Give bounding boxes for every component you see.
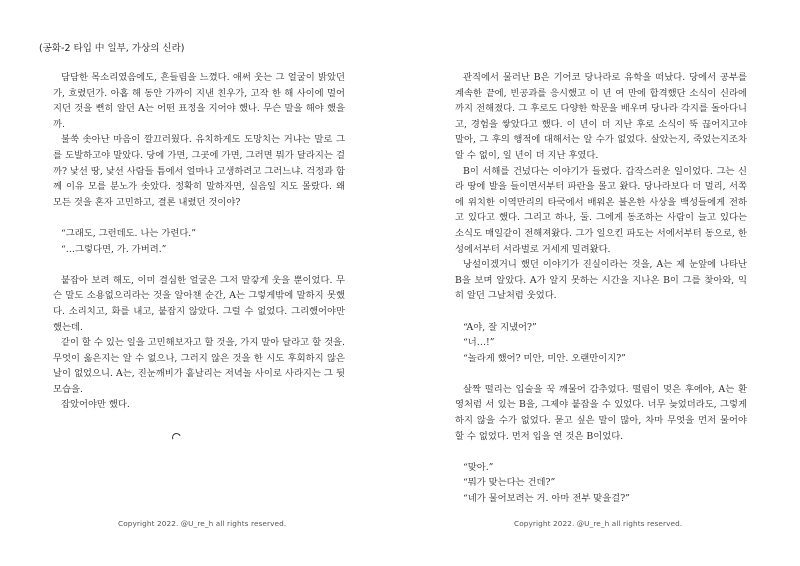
paragraph-gap: [53, 257, 345, 273]
right-page: [455, 70, 747, 507]
document-header: (공화-2 타입 中 일부, 가상의 신라): [39, 43, 185, 54]
dialogue-line: “놀라게 했어? 미안, 미안. 오랜만이지?”: [463, 352, 626, 364]
dialogue-line: “맞아.”: [463, 461, 494, 473]
dialogue-line: “A야, 잘 지냈어?”: [463, 321, 537, 333]
left-page: [53, 70, 345, 413]
paragraph-gap: [455, 366, 747, 382]
right-page-footer: Copyright 2022. @U_re_h all rights reserved.: [514, 519, 683, 528]
paragraph: 담담한 목소리였음에도, 흔들림을 느꼈다. 애써 웃는 그 얼굴이 밝았던가, 흐렸던가. 아홉 해 동안 가까이 지낸 친우가, 고작 한 해 사이에 멀어지던 것을 뻔히 알던 A는 어떤 표정을 지어야 했나. 무슨 말을 해야 했을까.: [53, 72, 345, 130]
paragraph: 같이 할 수 있는 일을 고민해보자고 할 것을, 가지 말아 달라고 할 것을. 무엇이 옳은지는 알 수 없으나, 그러지 않은 것을 한 시도 후회하지 않은 날이 없었으니. A는, 진눈깨비가 흩날리는 저녁놀 사이로 사라지는 그 뒷모습을.: [53, 337, 345, 395]
paragraph-gap: [53, 210, 345, 226]
paragraph-gap: [455, 444, 747, 460]
paragraph: 관직에서 물러난 B은 기어코 당나라로 유학을 떠났다. 당에서 공부를 계속한 끝에, 빈공과를 응시했고 이 년 여 만에 합격했단 소식이 신라에까지 전해졌다. 그 후로도 다양한 학문을 배우며 당나라 각지를 돌아다니고, 경험을 쌓았다고 했다. 이 년이 더 지난 후로 소식이 뚝 끊어지고야 말아, 그 후의 행적에 대해서는 알 수가 없었다. 살았는지, 죽었는지조차 알 수 없이, 일 년이 더 지난 후였다.: [455, 72, 747, 161]
dialogue-line: “뭐가 맞는다는 건데?”: [463, 477, 556, 489]
dialogue-line: “…그렇다면, 가. 가버려.”: [61, 243, 167, 255]
paragraph: 불쑥 솟아난 마음이 깔끄러웠다. 유치하게도 도망치는 거냐는 말로 그를 도발하고야 말았다. 당에 가면, 그곳에 가면, 그러면 뭐가 달라지는 걸까? 낯선 땅, 낯선 사람들 틈에서 얼마나 고생하려고 그러느냐. 걱정과 함께 이유 모를 분노가 솟았다. 정확히 말하자면, 실음일 지도 몰랐다. 왜 모든 것을 혼자 고민하고, 결론 내렸던 것이야?: [53, 134, 345, 208]
dialogue-line: “너…!”: [463, 337, 495, 349]
paragraph: 잡았어야만 했다.: [61, 399, 130, 411]
left-page-footer: Copyright 2022. @U_re_h all rights reserved.: [118, 519, 287, 528]
paragraph: B이 서해를 건넜다는 이야기가 들렸다. 갑작스러운 일이었다. 그는 신라 땅에 발을 들이면서부터 파란을 몰고 왔다. 당나라보다 더 멀리, 서쪽에 위치한 이역만리의 타국에서 배워온 불온한 사상을 백성들에게 전하고 있다고 했다. 그리고 하나, 둘. 그에게 동조하는 사람이 늘고 있다는 소식도 매일같이 전해져왔다. 그가 일으킨 파도는 서에서부터 동으로, 한성에서부터 서라벌로 거세게 밀려왔다.: [455, 165, 747, 255]
paragraph: 살짝 떨리는 입술을 꾹 깨물어 감추었다. 떨림이 멎은 후에야, A는 환영처럼 서 있는 B을, 그제야 붙잡을 수 있었다. 너무 늦었더라도, 그렇게 하지 않을 수가 없었다. 묻고 싶은 말이 많아, 차마 무엇을 먼저 물어야 할 수 없었다. 먼저 입을 연 것은 B이었다.: [455, 383, 747, 442]
dialogue-line: “그래도, 그런데도. 나는 가련다.”: [61, 227, 197, 239]
paragraph: 붙잡아 보려 해도, 이미 결심한 얼굴은 그저 말갛게 웃을 뿐이었다. 무슨 말도 소용없으리라는 것을 알아챈 순간, A는 그렇게밖에 말하지 못했다. 소리치고, 화를 내고, 붙잡지 않았다. 그럴 수 없었다. 그리했어야만 했는데.: [53, 274, 345, 333]
paragraph-gap: [455, 304, 747, 320]
loading-spinner-icon: [171, 432, 183, 444]
dialogue-line: “네가 물어보려는 거. 아마 전부 맞을걸?”: [463, 493, 630, 505]
paragraph: 낭설이겠거니 했던 이야기가 진실이라는 것을, A는 제 눈앞에 나타난 B을 보며 알았다. A가 알지 못하는 시간을 지나온 B이 그를 찾아와, 익히 알던 그날처럼 웃었다.: [455, 259, 747, 302]
